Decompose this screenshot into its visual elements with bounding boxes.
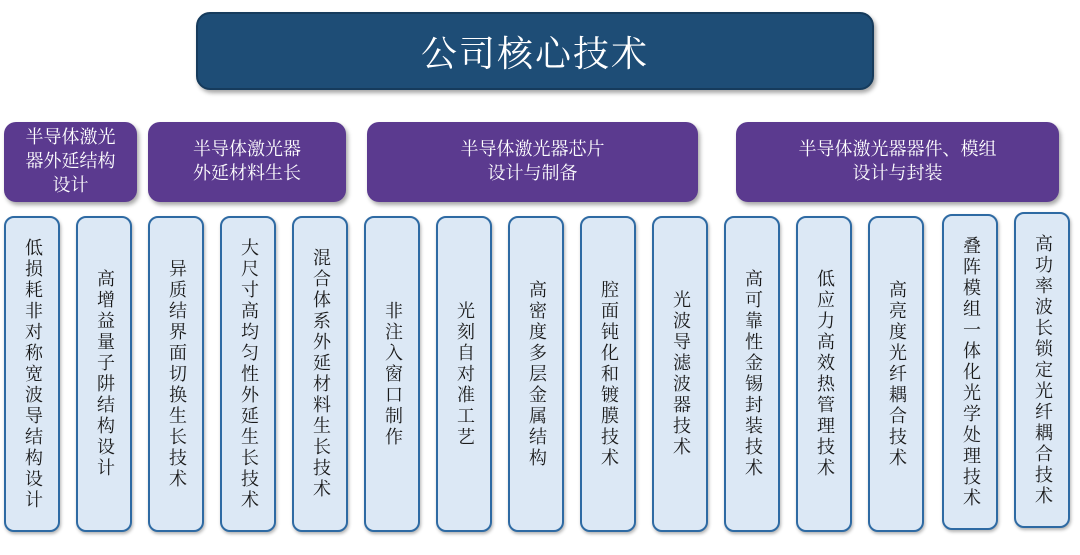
category-line: 半导体激光 [25,127,116,148]
tech-item-label: 异质结界面切换生长技术 [166,258,187,490]
tech-item-11 [724,216,780,532]
tech-item-13 [868,216,924,532]
category-epitaxy-growth [148,122,346,202]
category-line: 器外延结构 [25,151,116,172]
tech-item-7 [436,216,492,532]
tech-item-label: 高亮度光纤耦合技术 [886,279,907,469]
tech-item-14 [942,214,998,530]
category-line: 设计与制备 [487,163,578,184]
category-line: 外延材料生长 [193,163,301,184]
category-line: 半导体激光器 [193,139,301,160]
tech-item-10 [652,216,708,532]
page-title: 公司核心技术 [420,33,649,75]
tech-item-8 [508,216,564,532]
category-epitaxy-design [4,122,137,202]
tech-item-label: 光波导滤波器技术 [670,290,691,458]
tech-item-label: 非注入窗口制作 [382,300,403,448]
tech-item-label: 混合体系外延材料生长技术 [310,248,331,500]
tech-item-12 [796,216,852,532]
tech-item-label: 高功率波长锁定光纤耦合技术 [1032,233,1053,507]
tech-item-label: 低损耗非对称宽波导结构设计 [22,237,43,511]
category-line: 半导体激光器芯片 [460,139,605,160]
category-line: 半导体激光器器件、模组 [798,139,997,160]
tech-item-label: 光刻自对准工艺 [454,300,475,448]
category-line: 设计 [52,175,89,196]
tech-item-1 [4,216,60,532]
tech-item-label: 低应力高效热管理技术 [814,269,835,479]
tech-item-15 [1014,212,1070,528]
tech-item-3 [148,216,204,532]
tech-item-label: 高可靠性金锡封装技术 [742,269,763,479]
tech-item-label: 大尺寸高均匀性外延生长技术 [238,237,259,511]
tech-item-9 [580,216,636,532]
tech-item-label: 腔面钝化和镀膜技术 [598,279,619,469]
tech-item-6 [364,216,420,532]
tech-item-label: 高增益量子阱结构设计 [94,269,115,479]
tech-item-2 [76,216,132,532]
tech-item-label: 高密度多层金属结构 [526,279,547,469]
tech-item-5 [292,216,348,532]
title-box [196,12,874,90]
category-line: 设计与封装 [852,163,943,184]
tech-item-4 [220,216,276,532]
category-packaging [736,122,1059,202]
tech-item-label: 叠阵模组一体化光学处理技术 [960,235,981,509]
category-chip [367,122,698,202]
